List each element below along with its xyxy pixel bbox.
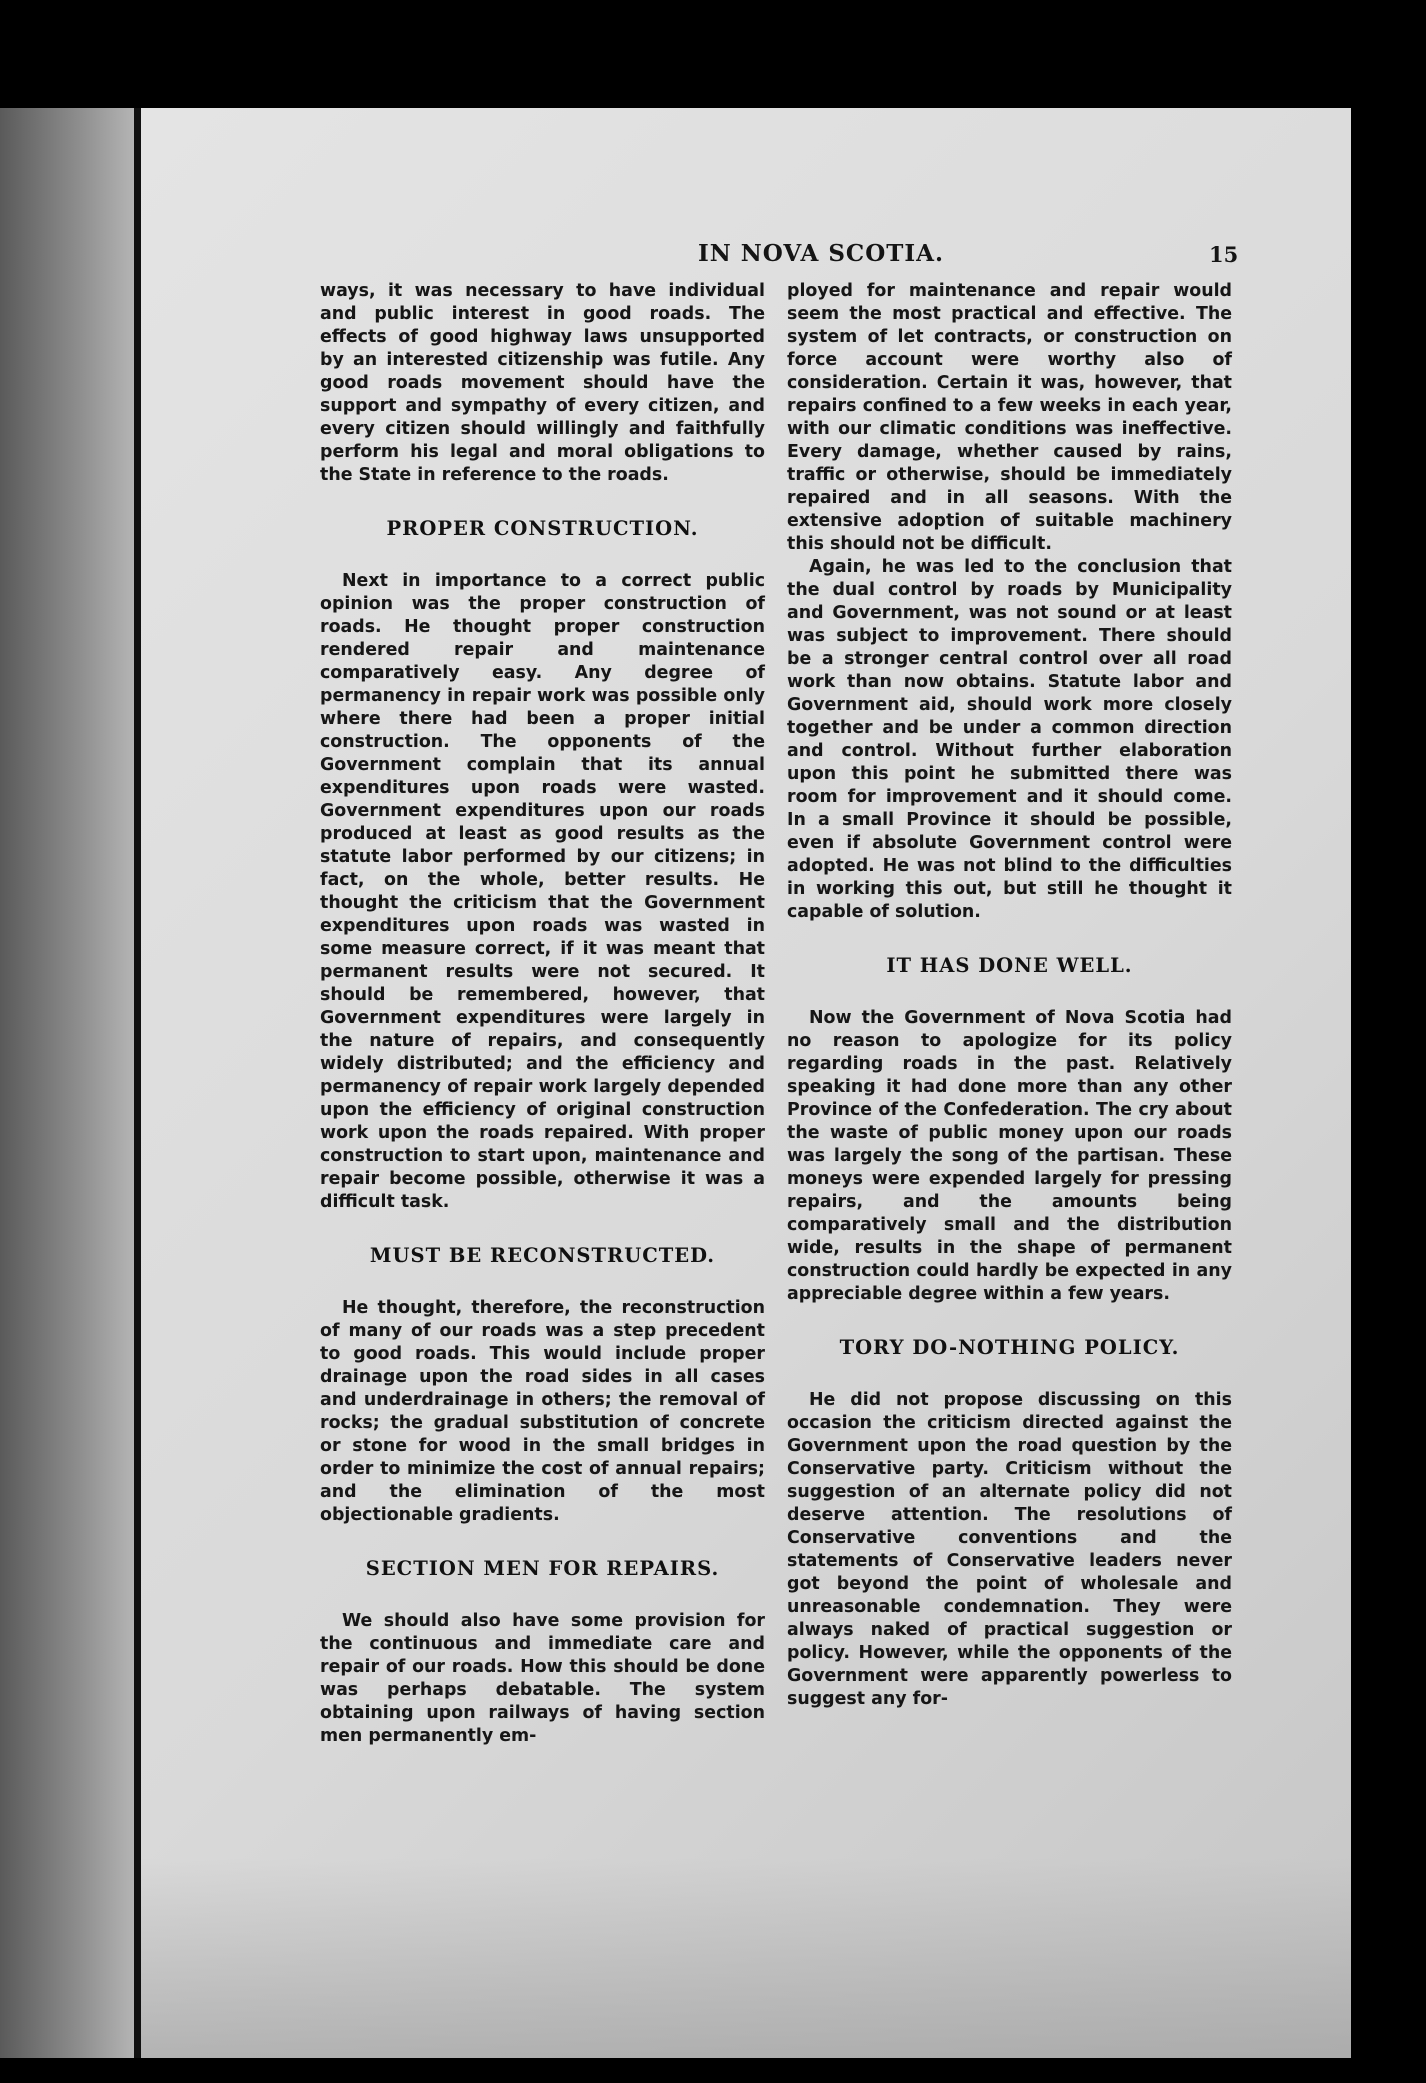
paragraph: Now the Government of Nova Scotia had no reason to apologize for its policy regarding roads in the past. Relatively speaking it had done more than any other Province of the Confederation. The cry about the waste of public money upon our roads was largely the song of the partisan. These moneys were expended largely for pressing repairs, and the amounts being comparatively small and the distribution wide, results in the shape of permanent construction could hardly be expected in any appreciable degree within a few years. [787, 1008, 1232, 1304]
section-heading: PROPER CONSTRUCTION. [386, 517, 699, 540]
paragraph: He thought, therefore, the reconstruction of many of our roads was a step precedent to good roads. This would include proper drainage upon the road sides in all cases and underdrainage in others; the removal of rocks; the gradual substitution of concrete or stone for wood in the small bridges in order to minimize the cost of annual repairs; and the elimination of the most objectionable gradients. [320, 1298, 765, 1525]
section-heading: SECTION MEN FOR REPAIRS. [365, 1557, 720, 1580]
paragraph: Again, he was led to the conclusion that the dual control by roads by Municipality and Government, was not sound or at least was subject to improvement. There should be a stronger central control over all road work than now obtains. Statute labor and Government aid, should work more closely together and be under a common direction and control. Without further elaboration upon this point he submitted there was room for improvement and it should come. In a small Province it should be possible, even if absolute Government control were adopted. He was not blind to the difficulties in working this out, but still he thought it capable of solution. [787, 557, 1232, 922]
page-number: 15 [1209, 242, 1239, 267]
facing-page-edge [0, 108, 135, 2058]
right-column [787, 280, 1232, 1711]
paragraph: He did not propose discussing on this occasion the criticism directed against the Government upon the road question by the Conservative party. Criticism without the suggestion of an alternate policy did not deserve attention. The resolutions of Conservative conventions and the statements of Conservative leaders never got beyond the point of wholesale and unreasonable condemnation. They were always naked of practical suggestion or policy. However, while the opponents of the Government were apparently powerless to suggest any for- [787, 1390, 1232, 1709]
paragraph: ways, it was necessary to have individual and public interest in good roads. The effects of good highway laws unsupported by an interested citizenship was futile. Any good roads movement should have the support and sympathy of every citizen, and every citizen should willingly and faithfully perform his legal and moral obligations to the State in reference to the roads. [320, 281, 765, 485]
section-heading: MUST BE RECONSTRUCTED. [369, 1244, 716, 1267]
paragraph: We should also have some provision for the continuous and immediate care and repair of our roads. How this should be done was perhaps debatable. The system obtaining upon railways of having section men permanently em- [320, 1611, 765, 1746]
section-heading: IT HAS DONE WELL. [886, 954, 1133, 977]
paragraph: ployed for maintenance and repair would seem the most practical and effective. The system of let contracts, or construction on force account were worthy also of consideration. Certain it was, however, that repairs confined to a few weeks in each year, with our climatic conditions was ineffective. Every damage, whether caused by rains, traffic or otherwise, should be immediately repaired and in all seasons. With the extensive adoption of suitable machinery this should not be difficult. [787, 281, 1232, 554]
page-gutter [134, 108, 141, 2058]
left-column [320, 280, 765, 1748]
section-heading: TORY DO-NOTHING POLICY. [839, 1336, 1180, 1359]
paragraph: Next in importance to a correct public opinion was the proper construction of roads. He thought proper construction rendered repair and maintenance comparatively easy. Any degree of permanency in repair work was possible only where there had been a proper initial construction. The opponents of the Government complain that its annual expenditures upon roads were wasted. Government expenditures upon our roads produced at least as good results as the statute labor performed by our citizens; in fact, on the whole, better results. He thought the criticism that the Government expenditures upon roads was wasted in some measure correct, if it was meant that permanent results were not secured. It should be remembered, however, that Government expenditures were largely in the nature of repairs, and consequently widely distributed; and the efficiency and permanency of repair work largely depended upon the efficiency of original construction work upon the roads repaired. With proper construction to start upon, maintenance and repair become possible, otherwise it was a difficult task. [320, 571, 765, 1212]
page-discoloration [141, 1858, 1351, 2058]
running-title: IN NOVA SCOTIA. [697, 240, 945, 267]
page-header [141, 240, 1351, 280]
